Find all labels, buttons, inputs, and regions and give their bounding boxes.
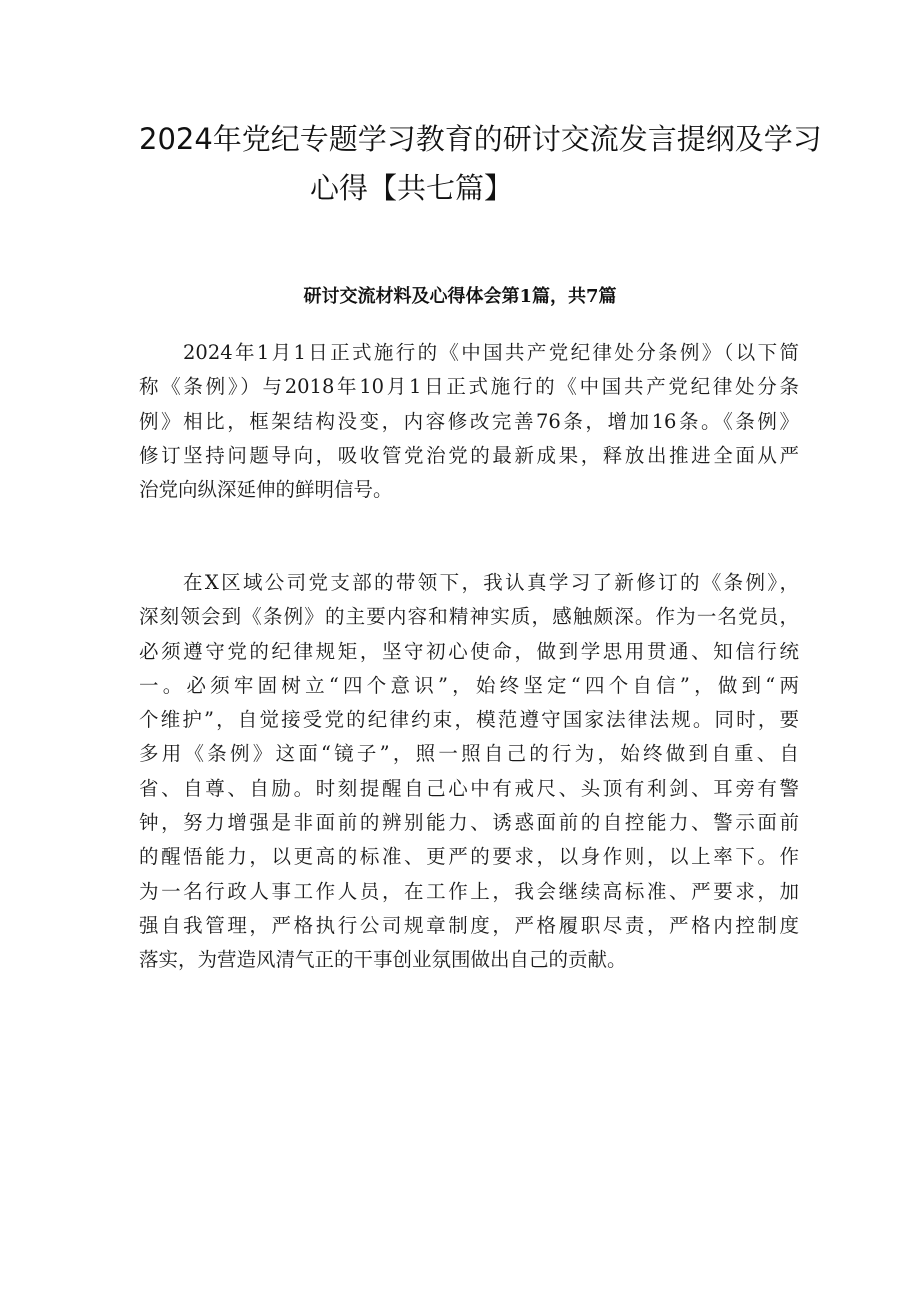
paragraph-line: 强自我管理，严格执行公司规章制度，严格履职尽责，严格内控制度 <box>139 913 799 937</box>
paragraph-line: 多用《条例》这面“镜子”，照一照自己的行为，始终做到自重、自 <box>139 742 799 766</box>
paragraph-line: 落实，为营造风清气正的干事创业氛围做出自己的贡献。 <box>139 948 627 972</box>
section-heading: 研讨交流材料及心得体会第1篇，共7篇 <box>303 286 617 307</box>
paragraph-line: 为一名行政人事工作人员，在工作上，我会继续高标准、严要求，加 <box>139 879 799 903</box>
paragraph-line: 例》相比，框架结构没变，内容修改完善76条，增加16条。《条例》 <box>139 409 799 433</box>
paragraph-line: 钟，努力增强是非面前的辨别能力、诱惑面前的自控能力、警示面前 <box>139 811 799 835</box>
paragraph-line: 的醒悟能力，以更高的标准、更严的要求，以身作则，以上率下。作 <box>139 845 799 869</box>
document-title-line-1: 2024年党纪专题学习教育的研讨交流发言提纲及学习 <box>139 122 822 156</box>
paragraph-2 <box>139 566 799 978</box>
paragraph-line: 省、自尊、自励。时刻提醒自己心中有戒尺、头顶有利剑、耳旁有警 <box>139 776 799 800</box>
paragraph-line: 一。必须牢固树立“四个意识”，始终坚定“四个自信”，做到“两 <box>139 673 799 697</box>
paragraph-line: 治党向纵深延伸的鲜明信号。 <box>139 478 393 502</box>
paragraph-line: 2024年1月1日正式施行的《中国共产党纪律处分条例》（以下简 <box>183 341 799 364</box>
paragraph-line: 必须遵守党的纪律规矩，坚守初心使命，做到学思用贯通、知信行统 <box>139 639 799 663</box>
paragraph-1 <box>139 336 799 507</box>
paragraph-line: 在X区域公司党支部的带领下，我认真学习了新修订的《条例》， <box>183 571 799 594</box>
document-title-line-2: 心得【共七篇】 <box>310 171 514 205</box>
paragraph-line: 称《条例》）与2018年10月1日正式施行的《中国共产党纪律处分条 <box>139 375 799 399</box>
paragraph-line: 深刻领会到《条例》的主要内容和精神实质，感触颇深。作为一名党员， <box>139 605 799 629</box>
paragraph-line: 修订坚持问题导向，吸收管党治党的最新成果，释放出推进全面从严 <box>139 443 799 467</box>
paragraph-line: 个维护”，自觉接受党的纪律约束，模范遵守国家法律法规。同时，要 <box>139 708 799 732</box>
